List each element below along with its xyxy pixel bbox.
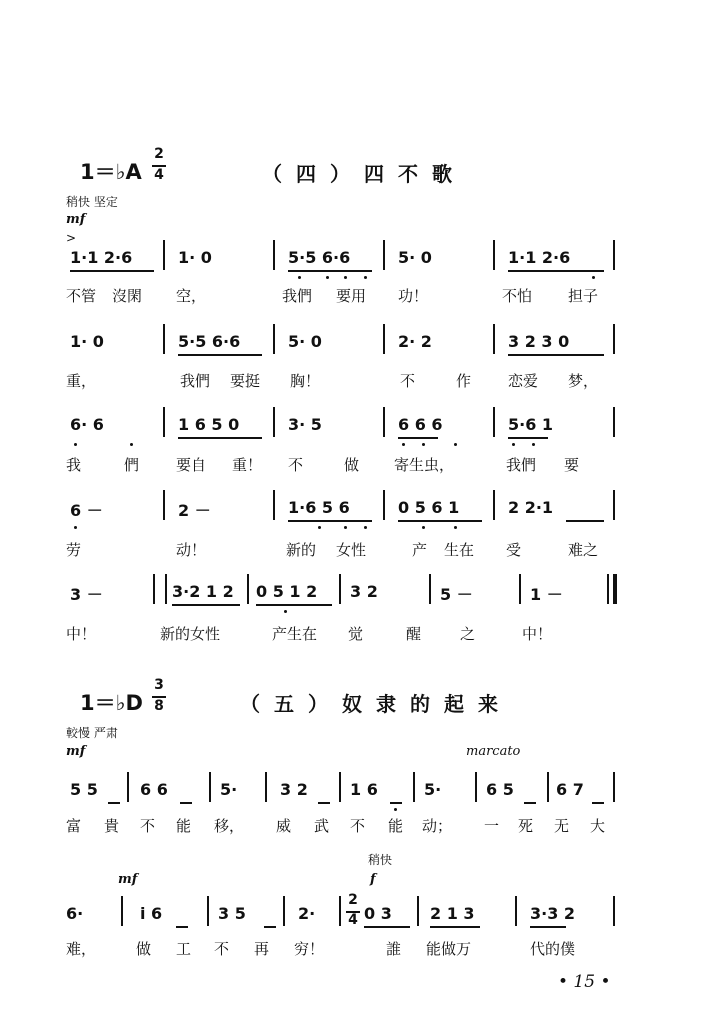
bar-notes: 3 5 [218,904,246,923]
bar-notes: 3 2 [350,582,378,601]
beam [180,802,192,804]
lyric: 梦， [568,372,599,390]
barline [165,574,167,604]
lyric: 无 [554,817,570,835]
barline [339,574,341,604]
lyric: 不 [400,372,416,390]
barline [283,896,285,926]
lyric: 生在 [444,541,475,559]
barline [153,574,155,604]
octave-dot [74,526,77,529]
bar-notes: 5·5 6·6 [178,332,241,351]
bar-notes: 3 － [70,585,103,604]
barline [613,324,615,354]
lyric: 貴 [104,817,120,835]
barline [493,490,495,520]
barline [613,896,615,926]
barline [519,574,521,604]
bar-notes: 0 5 1 2 [256,582,318,601]
octave-dot [422,443,425,446]
beam [178,354,262,356]
beam [508,437,548,439]
barline [339,772,341,802]
bar-notes: 1 6 [350,780,378,799]
barline [413,772,415,802]
bar-notes: 3·2 1 2 [172,582,234,601]
bar-notes: 6 5 [486,780,514,799]
octave-dot [364,276,367,279]
barline [121,896,123,926]
bar-notes: 6 6 [140,780,168,799]
bar-notes: 1· 0 [178,248,212,267]
lyric: 我們 [506,456,537,474]
lyric: 要自 [176,456,207,474]
octave-dot [74,443,77,446]
accent-mark: > [66,231,77,245]
octave-dot [284,610,287,613]
bar-notes: 5· [220,780,238,799]
lyric: 劳 [66,541,82,559]
lyric: 我們 [180,372,211,390]
lyric: 工 [176,940,192,958]
lyric: 恋爱 [508,372,539,390]
bar-notes: 1· 0 [70,332,104,351]
lyric: 产生在 [272,625,318,643]
dynamic-f: f [370,872,376,887]
barline [265,772,267,802]
beam [530,926,566,928]
bar-notes: 3 2 3 0 [508,332,570,351]
time-sig-den-5: 8 [154,698,164,714]
octave-dot [326,276,329,279]
lyric: 再 [254,940,270,958]
barline [493,407,495,437]
bar-notes: 0 5 6 1 [398,498,460,517]
time-sig-num-4: 2 [154,146,164,162]
lyric: 能做万 [426,940,472,958]
bar-notes: 5·6 1 [508,415,554,434]
lyric: 誰 [386,940,402,958]
beam [364,926,410,928]
bar-notes: 2· [298,904,316,923]
lyric: 不 [214,940,230,958]
song-title-5: （五）奴隶的起来 [240,692,512,716]
bar-notes: 0 3 [364,904,392,923]
lyric: 新的 [286,541,317,559]
lyric: 之 [460,625,476,643]
bar-notes: 2· 2 [398,332,432,351]
lyric: 能 [176,817,192,835]
lyric: 要 [564,456,580,474]
lyric: 中！ [522,625,553,643]
lyric: 武 [314,817,330,835]
bar-notes: 3·3 2 [530,904,576,923]
barline [273,490,275,520]
octave-dot [422,526,425,529]
lyric: 威 [276,817,292,835]
octave-dot [394,808,397,811]
beam [592,802,604,804]
bar-notes: 6· 6 [70,415,104,434]
barline [613,407,615,437]
lyric: 难之 [568,541,599,559]
bar-notes: 6· [66,904,84,923]
lyric: 能 [388,817,404,835]
bar-notes: i 6 [140,904,163,923]
lyric: 动； [422,817,453,835]
bar-notes: 2 － [178,501,211,520]
lyric: 移， [214,817,245,835]
lyric: 重， [66,372,97,390]
time-sig-den-4: 4 [154,167,164,183]
octave-dot [344,526,347,529]
lyric: 寄生虫， [394,456,455,474]
bar-notes: 5· 0 [398,248,432,267]
bar-notes: 1·1 2·6 [70,248,133,267]
lyric: 我們 [282,287,313,305]
lyric: 觉 [348,625,364,643]
beam [524,802,536,804]
barline [273,407,275,437]
bar-notes: 6 6 6 [398,415,443,434]
barline [475,772,477,802]
barline [163,407,165,437]
lyric: 重！ [232,456,263,474]
barline [383,324,385,354]
barline [515,896,517,926]
bar-notes: 3· 5 [288,415,322,434]
lyric: 难， [66,940,97,958]
lyric: 們 [124,456,140,474]
lyric: 产 [412,541,428,559]
bar-notes: 2 2·1 [508,498,554,517]
bar-notes: 1·1 2·6 [508,248,571,267]
barline [273,324,275,354]
lyric: 不怕 [502,287,533,305]
lyric: 不 [140,817,156,835]
lyric: 一 [484,817,500,835]
time-sig-num-change: 2 [348,892,358,908]
beam [172,604,240,606]
barline [383,407,385,437]
bar-notes: 1 － [530,585,563,604]
lyric: 新的女性 [160,625,221,643]
lyric: 要挺 [230,372,261,390]
beam [288,270,372,272]
time-sig-num-5: 3 [154,677,164,693]
barline [607,574,609,604]
beam [566,520,604,522]
lyric: 做 [136,940,152,958]
barline [383,490,385,520]
bar-notes: 5· [424,780,442,799]
lyric: 大 [590,817,606,835]
bar-notes: 5 － [440,585,473,604]
lyric: 沒閑 [112,287,143,305]
barline [613,772,615,802]
key-signature-5: 1＝♭D [80,691,143,715]
lyric: 我 [66,456,82,474]
final-barline [613,574,617,604]
bar-notes: 5 5 [70,780,98,799]
beam [176,926,188,928]
lyric: 不 [350,817,366,835]
lyric: 空， [176,287,207,305]
song-title-4: （四）四不歌 [262,162,466,186]
lyric: 代的僕 [530,940,576,958]
page-number: • 15 • [558,972,611,992]
barline [613,490,615,520]
lyric: 女性 [336,541,367,559]
beam [508,270,604,272]
beam [390,802,402,804]
lyric: 担子 [568,287,599,305]
barline [613,240,615,270]
lyric: 做 [344,456,360,474]
bar-notes: 3 2 [280,780,308,799]
barline [429,574,431,604]
octave-dot [592,276,595,279]
lyric: 中！ [66,625,97,643]
lyric: 动！ [176,541,207,559]
octave-dot [130,443,133,446]
dynamic-mf: mf [118,872,138,887]
beam [108,802,120,804]
barline [163,490,165,520]
lyric: 穷！ [294,940,325,958]
tempo-marking-5: 較慢 严肃 [66,726,118,740]
bar-notes: 2 1 3 [430,904,475,923]
bar-notes: 5· 0 [288,332,322,351]
bar-notes: 1·6 5 6 [288,498,350,517]
lyric: 不管 [66,287,97,305]
time-sig-den-change: 4 [348,912,358,928]
lyric: 要用 [336,287,367,305]
barline [417,896,419,926]
barline [163,324,165,354]
dynamic-mf-5: mf [66,744,86,759]
octave-dot [364,526,367,529]
octave-dot [512,443,515,446]
beam [318,802,330,804]
beam [430,926,480,928]
bar-notes: 5·5 6·6 [288,248,351,267]
bar-notes: 6 － [70,501,103,520]
octave-dot [318,526,321,529]
bar-notes: 1 6 5 0 [178,415,240,434]
lyric: 作 [456,372,472,390]
beam [256,604,332,606]
beam [508,354,604,356]
marcato-marking: marcato [466,744,521,759]
beam [398,437,438,439]
barline [383,240,385,270]
lyric: 不 [288,456,304,474]
beam [70,270,154,272]
octave-dot [454,526,457,529]
octave-dot [402,443,405,446]
tempo-marking-4: 稍快 坚定 [66,195,118,209]
barline [273,240,275,270]
barline [209,772,211,802]
barline [339,896,341,926]
octave-dot [344,276,347,279]
barline [493,240,495,270]
beam [398,520,482,522]
key-signature-4: 1＝♭A [80,160,142,184]
tempo-change: 稍快 [368,853,393,867]
barline [207,896,209,926]
lyric: 功！ [398,287,429,305]
barline [247,574,249,604]
octave-dot [454,443,457,446]
octave-dot [298,276,301,279]
lyric: 胸！ [290,372,321,390]
barline [547,772,549,802]
beam [264,926,276,928]
lyric: 醒 [406,625,422,643]
lyric: 受 [506,541,522,559]
barline [493,324,495,354]
barline [163,240,165,270]
lyric: 死 [518,817,534,835]
beam [288,520,372,522]
barline [127,772,129,802]
bar-notes: 6 7 [556,780,584,799]
lyric: 富 [66,817,82,835]
dynamic-mf-4: mf [66,212,86,227]
beam [178,437,262,439]
octave-dot [532,443,535,446]
